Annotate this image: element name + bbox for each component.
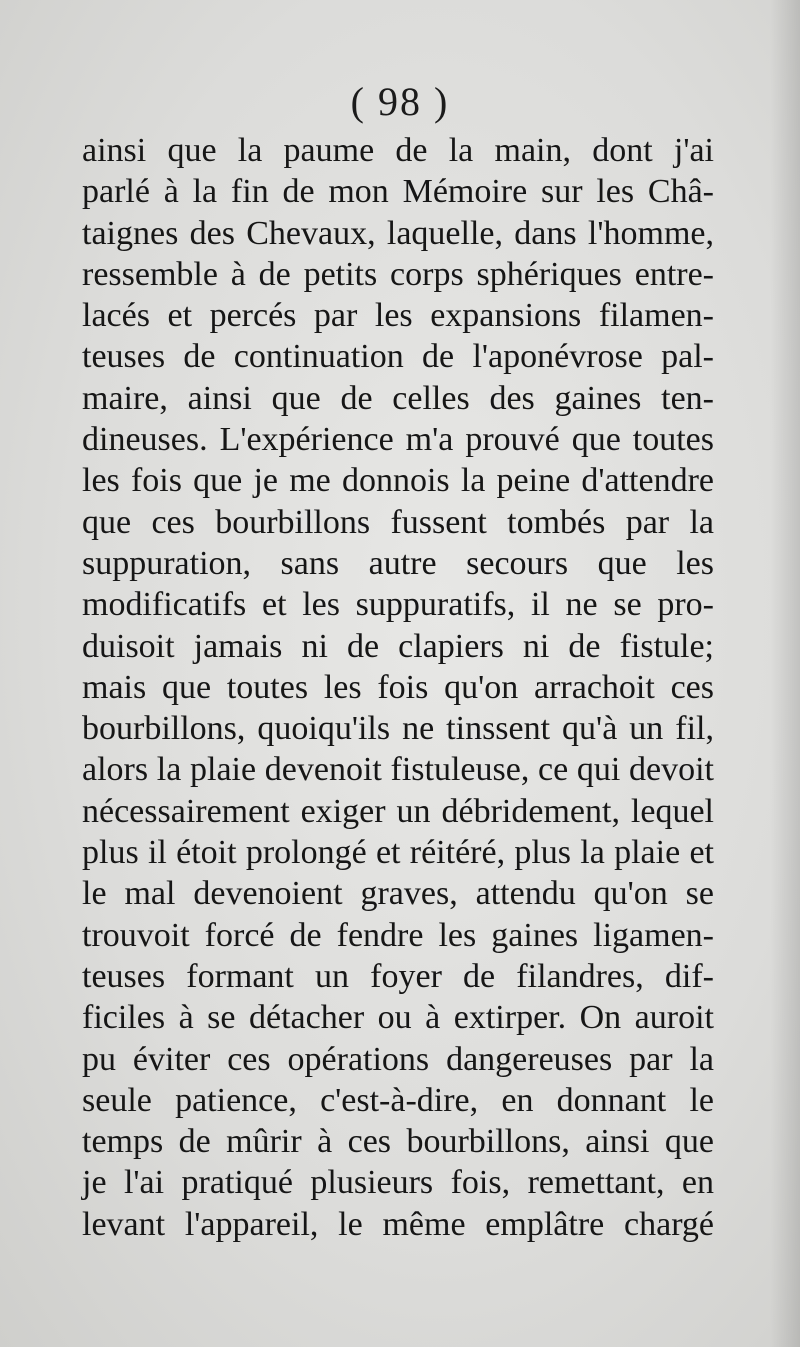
text-line: teuses formant un foyer de filandres, dif-	[82, 957, 714, 995]
text-line: mais que toutes les fois qu'on arrachoit ces	[82, 668, 714, 706]
text-line: nécessairement exiger un débridement, lequel	[82, 792, 714, 830]
text-line: les fois que je me donnois la peine d'attendre	[82, 462, 714, 500]
text-line: que ces bourbillons fussent tombés par la	[82, 503, 714, 541]
text-line: maire, ainsi que de celles des gaines ten-	[82, 379, 714, 417]
text-line: temps de mûrir à ces bourbillons, ainsi que	[82, 1123, 714, 1161]
text-line: ficiles à se détacher ou à extirper. On auroit	[82, 999, 714, 1037]
text-line: duisoit jamais ni de clapiers ni de fistule;	[82, 627, 714, 665]
text-line: le mal devenoient graves, attendu qu'on se	[82, 875, 714, 913]
text-line: taignes des Chevaux, laquelle, dans l'homme,	[82, 214, 714, 252]
text-line: je l'ai pratiqué plusieurs fois, remettant, en	[82, 1164, 714, 1202]
text-line: plus il étoit prolongé et réitéré, plus la plaie et	[82, 834, 714, 872]
text-line: teuses de continuation de l'aponévrose pal-	[82, 338, 714, 376]
body-text	[82, 130, 714, 1245]
text-line: ressemble à de petits corps sphériques entre-	[82, 255, 714, 293]
text-line: ainsi que la paume de la main, dont j'ai	[82, 132, 714, 169]
page-edge-shadow	[770, 0, 800, 1347]
text-line: bourbillons, quoiqu'ils ne tinssent qu'à un fil,	[82, 710, 714, 748]
text-line: parlé à la fin de mon Mémoire sur les Châ-	[82, 173, 714, 211]
text-line: pu éviter ces opérations dangereuses par la	[82, 1040, 714, 1078]
text-line: modificatifs et les suppuratifs, il ne se pro-	[82, 586, 714, 624]
page-number: ( 98 )	[350, 79, 450, 124]
text-line: seule patience, c'est-à-dire, en donnant le	[82, 1081, 714, 1119]
text-line: levant l'appareil, le même emplâtre chargé	[82, 1205, 714, 1243]
text-line: alors la plaie devenoit fistuleuse, ce qui devoit	[82, 751, 714, 789]
text-line: lacés et percés par les expansions filamen-	[82, 297, 714, 335]
text-line: suppuration, sans autre secours que les	[82, 544, 714, 582]
text-line: trouvoit forcé de fendre les gaines ligamen-	[82, 916, 714, 954]
text-line: dineuses. L'expérience m'a prouvé que toutes	[82, 421, 714, 459]
